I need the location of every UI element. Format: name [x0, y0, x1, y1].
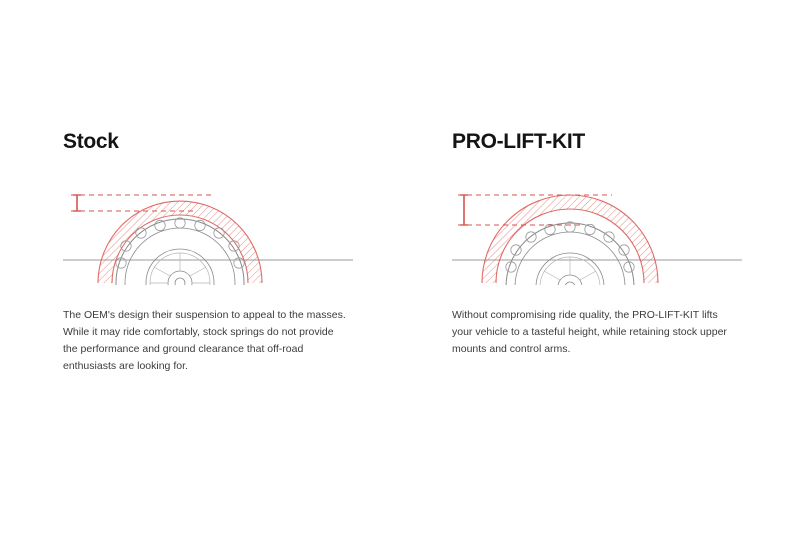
panel-description-pro-lift-kit: Without compromising ride quality, the PRO-LIFT-KIT lifts your vehicle to a tasteful height, while retaining stock upper mounts and control arms.: [452, 309, 727, 356]
panel-divider: [400, 0, 401, 534]
panel-description-stock: The OEM's design their suspension to appeal to the masses. While it may ride comfortably, stock springs do not provide the performance and ground clearance that off-road enthusiasts are looking for.: [63, 309, 346, 373]
stock-wheel-gap-diagram: [63, 175, 353, 285]
panel-stock: [63, 130, 363, 386]
panel-title-pro-lift-kit: PRO-LIFT-KIT: [452, 130, 585, 153]
panel-title-stock: Stock: [63, 130, 119, 153]
lifted-wheel-gap-diagram: [452, 175, 742, 285]
panel-pro-lift-kit: [452, 130, 752, 369]
